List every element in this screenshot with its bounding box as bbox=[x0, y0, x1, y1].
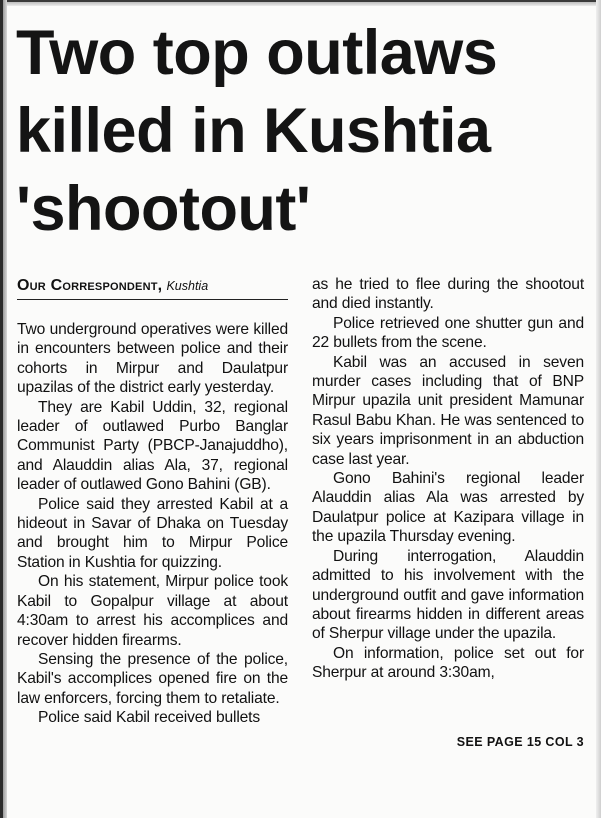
byline bbox=[17, 276, 288, 300]
paragraph: During interrogation, Alauddin admitted to his involvement with the underground outfit and gave information about firearms hidden in different areas of Sherpur village under the upazila. bbox=[312, 547, 584, 643]
paragraph: Gono Bahini's regional leader Alauddin alias Ala was arrested by Daulatpur police at Kazipara village in the upazila Thursday evening. bbox=[312, 470, 584, 546]
byline-author: Our Correspondent, bbox=[17, 277, 163, 294]
continued-on-jump-line: SEE PAGE 15 COL 3 bbox=[456, 735, 584, 749]
paragraph: On his statement, Mirpur police took Kabil to Gopalpur village at about 4:30am to arrest his accomplices and recover hidden firearms. bbox=[17, 573, 288, 649]
paragraph: Two underground operatives were killed in encounters between police and their cohorts in Mirpur and Daulatpur upazilas of the district early yesterday. bbox=[17, 321, 288, 397]
byline-place: Kushtia bbox=[166, 279, 209, 293]
paragraph: Police said Kabil received bullets bbox=[38, 709, 260, 727]
paragraph: Police said they arrested Kabil at a hideout in Savar of Dhaka on Tuesday and brought him to Mirpur Police Station in Kushtia for quizzing. bbox=[17, 495, 288, 571]
headline-line-1: Two top outlaws bbox=[16, 18, 498, 88]
headline bbox=[16, 14, 591, 248]
clipping-left-edge bbox=[0, 0, 7, 818]
paragraph: On information, police set out for Sherpur at around 3:30am, bbox=[312, 644, 584, 682]
paragraph: They are Kabil Uddin, 32, regional leader of outlawed Purbo Banglar Communist Party (PBCP-Janajuddho), and Alauddin alias Ala, 37, regional leader of outlawed Gono Bahini (GB). bbox=[17, 398, 288, 494]
clipping-right-edge bbox=[596, 0, 601, 818]
headline-line-3: 'shootout' bbox=[16, 174, 311, 244]
paragraph: Police retrieved one shutter gun and 22 bullets from the scene. bbox=[312, 314, 584, 352]
paragraph: Kabil was an accused in seven murder cases including that of BNP Mirpur upazila unit president Mamunar Rasul Babu Khan. He was sentenced to six years imprisonment in an abduction case last year. bbox=[312, 353, 584, 468]
article-column-1 bbox=[17, 320, 288, 728]
article-column-2 bbox=[312, 275, 584, 683]
headline-line-2: killed in Kushtia bbox=[16, 96, 491, 166]
paragraph: Sensing the presence of the police, Kabil's accomplices opened fire on the law enforcers, forcing them to retaliate. bbox=[17, 650, 288, 707]
clipping-top-edge bbox=[0, 0, 601, 6]
paragraph: as he tried to flee during the shootout and died instantly. bbox=[312, 276, 584, 313]
